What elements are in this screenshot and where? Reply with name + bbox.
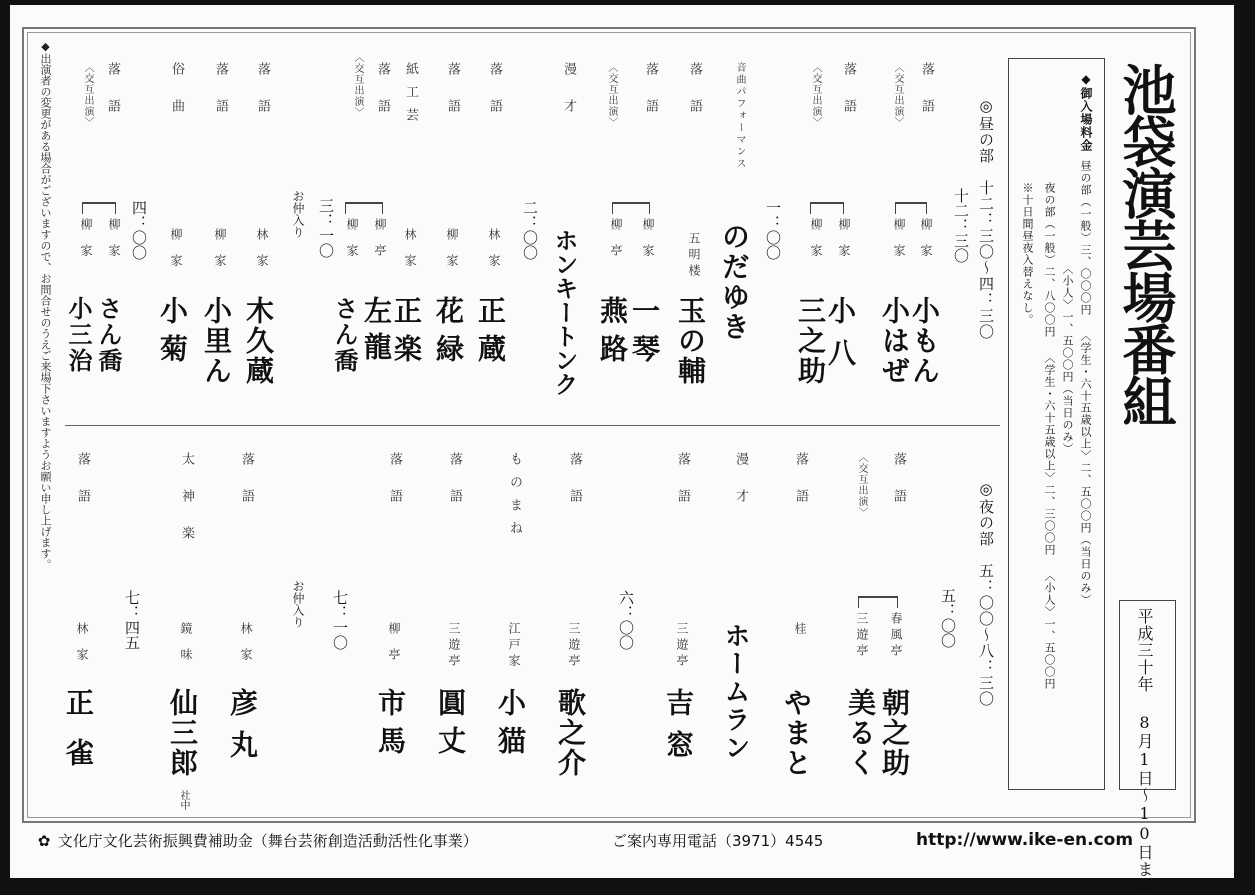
act-genre: 漫才	[733, 452, 748, 526]
act-house: 江戸家	[507, 622, 521, 670]
kougo-label: 〈交互出演〉	[810, 62, 821, 128]
kougo-label: 〈交互出演〉	[606, 62, 617, 128]
night-time-745: 七：四五	[123, 590, 141, 650]
page-title: 池袋演芸場番組	[1114, 62, 1177, 426]
performer-name: さん喬	[94, 296, 122, 374]
performer-name: ホンキートンク	[550, 228, 578, 396]
night-time-600: 六：〇〇	[617, 590, 635, 650]
performer-name: 仙三郎	[166, 688, 199, 778]
performer-name: 木久蔵	[242, 296, 275, 386]
performer-name: 燕路	[596, 296, 629, 372]
performer-name: 小はぜ	[878, 296, 911, 386]
night-time-710: 七：一〇	[331, 590, 349, 650]
performer-name: 小三治	[64, 296, 92, 374]
phone-text: ご案内専用電話（3971）4545	[612, 832, 824, 850]
act-house: 柳家	[79, 218, 93, 270]
act-house: 柳亭	[387, 622, 401, 674]
act-house: 林家	[239, 622, 253, 674]
act-genre: 落語	[75, 452, 90, 526]
fee-label: ◆御入場料金	[1079, 72, 1093, 152]
performer-name: 小猫	[494, 688, 527, 764]
kougo-bracket	[82, 202, 116, 214]
performer-name: 朝之助	[878, 688, 911, 778]
act-genre: 落語	[841, 62, 856, 136]
kougo-bracket	[612, 202, 650, 214]
performer-name: 美るく	[844, 688, 877, 778]
performer-name: 三之助	[794, 296, 827, 386]
act-genre: 音曲パフォーマンス	[734, 62, 745, 170]
act-house: 柳家	[919, 218, 933, 270]
act-genre: 落語	[105, 62, 120, 136]
act-house: 柳家	[345, 218, 359, 270]
performer-name: 正蔵	[474, 296, 507, 372]
act-genre: 落語	[239, 452, 254, 526]
act-house: 三遊亭	[567, 622, 581, 670]
act-house: 五明楼	[687, 232, 701, 280]
act-genre: 紙工芸	[403, 62, 418, 131]
performer-name: 正雀	[62, 688, 95, 788]
act-genre: 落語	[387, 452, 402, 526]
act-house: 柳家	[169, 228, 183, 280]
section-divider	[65, 425, 1000, 426]
performer-name: のだゆき	[718, 222, 751, 342]
fee-note: ※十日間昼夜入替えなし。	[1021, 182, 1034, 326]
fee-day-child: 〈小人〉一、五〇〇円（当日のみ）	[1061, 263, 1074, 455]
performer-name: 小菊	[156, 296, 189, 372]
flower-emblem-icon: ✿	[37, 832, 51, 850]
performer-name: 花緑	[432, 296, 465, 372]
night-nakairi: お仲入り	[291, 580, 305, 628]
act-genre: 俗曲	[169, 62, 184, 136]
act-house: 柳亭	[609, 218, 623, 270]
act-house: 春風亭	[889, 612, 903, 660]
act-genre: 落語	[675, 452, 690, 526]
kougo-label: 〈交互出演〉	[352, 52, 363, 118]
performer-name: 圓丈	[434, 688, 467, 764]
performer-name: 小八	[824, 296, 857, 380]
performer-name: さん喬	[330, 296, 358, 374]
act-house: 柳家	[809, 218, 823, 270]
day-time-310: 三：一〇	[317, 198, 335, 258]
performer-name: 吉窓	[662, 688, 695, 772]
kougo-bracket	[345, 202, 383, 214]
kougo-label: 〈交互出演〉	[856, 452, 867, 518]
kougo-label: 〈交互出演〉	[82, 62, 93, 128]
act-house: 林家	[403, 228, 417, 280]
act-house: 三遊亭	[675, 622, 689, 670]
act-house: 柳亭	[373, 218, 387, 270]
kougo-bracket	[810, 202, 844, 214]
fee-day-general: 昼の部（一般）三、〇〇〇円 〈学生・六十五歳以上〉二、五〇〇円（当日のみ）	[1079, 160, 1092, 606]
day-time-200: 二：〇〇	[521, 200, 539, 260]
kougo-label: 〈交互出演〉	[892, 62, 903, 128]
act-house: 柳家	[892, 218, 906, 270]
act-genre: 落語	[445, 62, 460, 136]
act-genre: 落語	[891, 452, 906, 526]
act-genre: ものまね	[507, 452, 522, 544]
website-url[interactable]: http://www.ike-en.com	[916, 830, 1134, 850]
act-genre: 落語	[687, 62, 702, 136]
act-house: 三遊亭	[447, 622, 461, 670]
day-header: ◎昼の部 十二：三〇〜四：三〇	[977, 97, 995, 340]
day-time-400: 四：〇〇	[130, 200, 148, 260]
act-house: 桂	[793, 622, 807, 648]
day-time-100: 一：〇〇	[764, 200, 782, 260]
act-genre: 落語	[255, 62, 270, 136]
act-house: 柳家	[837, 218, 851, 270]
act-house: 柳家	[213, 228, 227, 280]
act-genre: 落語	[567, 452, 582, 526]
act-house: 林家	[255, 228, 269, 280]
subsidy-line	[35, 830, 478, 851]
performer-name: 一琴	[628, 296, 661, 372]
act-house: 柳家	[445, 228, 459, 280]
act-genre: 落語	[487, 62, 502, 136]
performer-name: ホームラン	[720, 622, 750, 762]
act-house: 三遊亭	[855, 612, 869, 660]
day-start-time: 十二：三〇	[952, 188, 970, 263]
act-genre: 落語	[375, 62, 390, 136]
performer-name: 小里ん	[200, 296, 233, 386]
performer-name: 玉の輔	[674, 296, 707, 386]
day-nakairi: お仲入り	[291, 190, 305, 238]
act-genre: 太神楽	[179, 452, 194, 563]
change-notice: ◆出演者の変更がある場合がございますので、お問合せのうえご来場下さいますようお願い申し上げます。	[39, 40, 52, 570]
act-house: 林家	[75, 622, 89, 674]
performer-name: 歌之介	[554, 688, 587, 778]
night-time-500: 五：〇〇	[939, 588, 957, 648]
act-house: 林家	[487, 228, 501, 280]
troupe-label: 社中	[178, 790, 189, 810]
performer-name: 小もん	[908, 296, 941, 386]
kougo-bracket	[895, 202, 927, 214]
act-house: 柳家	[641, 218, 655, 270]
night-header: ◎夜の部 五：〇〇〜八：三〇	[977, 480, 995, 707]
performer-name: 左龍	[360, 296, 393, 368]
date-text: 平成三十年 8月1日〜10日まで	[1135, 608, 1154, 895]
act-house: 柳家	[107, 218, 121, 270]
act-genre: 落語	[919, 62, 934, 136]
act-genre: 落語	[793, 452, 808, 526]
act-genre: 落語	[447, 452, 462, 526]
performer-name: 正楽	[390, 296, 423, 372]
performer-name: やまと	[780, 688, 813, 778]
act-house: 鏡味	[179, 622, 193, 674]
performer-name: 彦丸	[226, 688, 259, 772]
fee-night-general: 夜の部（一般）二、八〇〇円 〈学生・六十五歳以上〉二、三〇〇円 〈小人〉一、五〇〇円	[1043, 182, 1056, 690]
kougo-bracket	[858, 596, 898, 608]
performer-name: 市馬	[374, 688, 407, 764]
subsidy-text: 文化庁文化芸術振興費補助金（舞台芸術創造活動活性化事業）	[57, 832, 478, 850]
act-genre: 落語	[643, 62, 658, 136]
act-genre: 漫才	[561, 62, 576, 136]
act-genre: 落語	[213, 62, 228, 136]
